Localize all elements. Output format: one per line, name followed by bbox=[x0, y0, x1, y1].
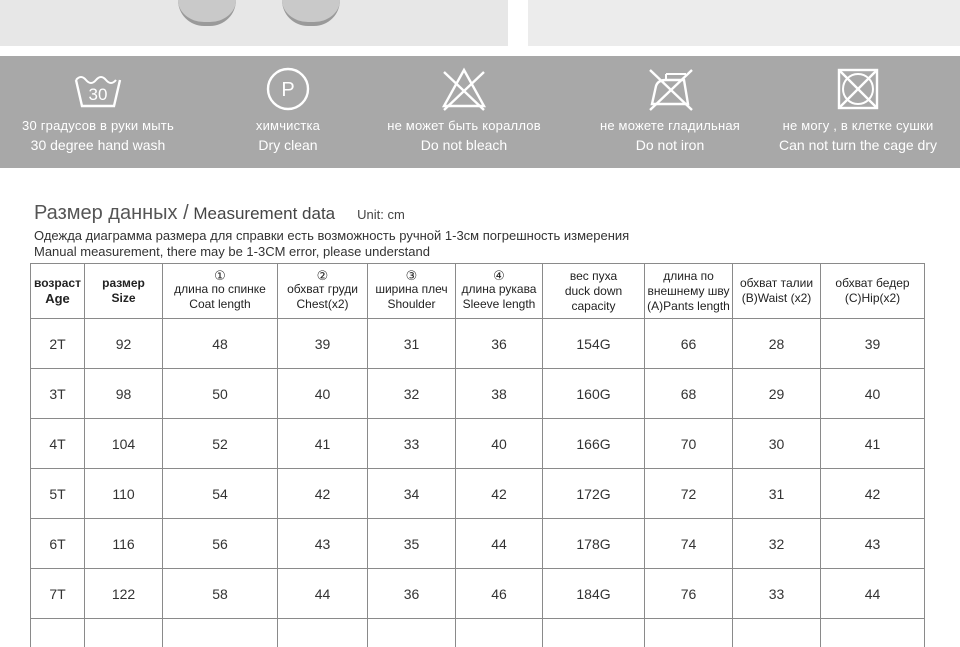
header-number: ① bbox=[163, 270, 277, 282]
header-label-ru: длина по спинке bbox=[163, 282, 277, 297]
cell-age: 3T bbox=[31, 369, 85, 419]
cell-sleeve-length: 44 bbox=[456, 519, 543, 569]
header-label-en: (B)Waist (x2) bbox=[733, 291, 820, 306]
cell-coat-length: 48 bbox=[163, 319, 278, 369]
shoe-image bbox=[282, 0, 340, 26]
cell-size: 104 bbox=[85, 419, 163, 469]
table-row bbox=[31, 419, 925, 469]
header-label-ru: длина рукава bbox=[456, 282, 542, 297]
header-age bbox=[31, 264, 85, 319]
header-size bbox=[85, 264, 163, 319]
header-label-ru: обхват груди bbox=[278, 282, 367, 297]
care-label-ru: 30 градусов в руки мыть bbox=[2, 118, 194, 133]
size-chart-table bbox=[30, 263, 925, 647]
header-label-en: Sleeve length bbox=[456, 297, 542, 312]
header-label-ru: ширина плеч bbox=[368, 282, 455, 297]
header-label-ru: размер bbox=[85, 276, 162, 291]
measurement-note-ru: Одежда диаграмма размера для справки есть возможность ручной 1-3см погрешность измерения bbox=[34, 228, 629, 243]
header-hip bbox=[821, 264, 925, 319]
cell-waist: 29 bbox=[733, 369, 821, 419]
table-row bbox=[31, 469, 925, 519]
header-down-capacity bbox=[543, 264, 645, 319]
table-row bbox=[31, 519, 925, 569]
cell-size: 116 bbox=[85, 519, 163, 569]
measurement-note-en: Manual measurement, there may be 1-3CM error, please understand bbox=[34, 244, 430, 259]
cell-size: 92 bbox=[85, 319, 163, 369]
product-photo-strip bbox=[0, 0, 960, 56]
measurement-unit: Unit: cm bbox=[357, 207, 405, 222]
header-label-en: Coat length bbox=[163, 297, 277, 312]
header-shoulder bbox=[368, 264, 456, 319]
cell-pants-length: 76 bbox=[645, 569, 733, 619]
cell-coat-length: 52 bbox=[163, 419, 278, 469]
measurement-title bbox=[34, 202, 405, 225]
no-tumble-dry-icon bbox=[830, 64, 886, 114]
cell-shoulder: 32 bbox=[368, 369, 456, 419]
header-sleeve-length bbox=[456, 264, 543, 319]
table-row bbox=[31, 319, 925, 369]
cell-sleeve-length: 36 bbox=[456, 319, 543, 369]
care-item-no-iron bbox=[574, 56, 766, 168]
cell-shoulder: 31 bbox=[368, 319, 456, 369]
cell-down-capacity: 178G bbox=[543, 519, 645, 569]
no-iron-icon bbox=[642, 64, 698, 114]
cell-down-capacity: 166G bbox=[543, 419, 645, 469]
measurement-title-ru: Размер данных / bbox=[34, 202, 189, 224]
cell-age: 4T bbox=[31, 419, 85, 469]
cell-age: 7T bbox=[31, 569, 85, 619]
header-label-en: (A)Pants length bbox=[645, 299, 732, 314]
cell-hip: 43 bbox=[821, 519, 925, 569]
cell-chest: 39 bbox=[278, 319, 368, 369]
cell-coat-length: 56 bbox=[163, 519, 278, 569]
care-item-hand-wash bbox=[2, 56, 194, 168]
table-row bbox=[31, 569, 925, 619]
care-item-no-bleach bbox=[368, 56, 560, 168]
cell-sleeve-length: 38 bbox=[456, 369, 543, 419]
table-header-row bbox=[31, 264, 925, 319]
cell-pants-length: 68 bbox=[645, 369, 733, 419]
header-label-ru: вес пуха bbox=[543, 269, 644, 284]
cell-size: 110 bbox=[85, 469, 163, 519]
header-number: ③ bbox=[368, 270, 455, 282]
care-item-no-tumble-dry bbox=[760, 56, 956, 168]
header-label-en: Age bbox=[31, 291, 84, 306]
cell-pants-length: 74 bbox=[645, 519, 733, 569]
header-label-ru: обхват талии bbox=[733, 276, 820, 291]
care-item-dry-clean bbox=[192, 56, 384, 168]
header-label-ru: внешнему шву bbox=[645, 284, 732, 299]
cell-down-capacity: 154G bbox=[543, 319, 645, 369]
care-label-en: Do not bleach bbox=[368, 137, 560, 153]
cell-chest: 44 bbox=[278, 569, 368, 619]
header-label-ru: длина по bbox=[645, 269, 732, 284]
care-label-ru: не могу , в клетке сушки bbox=[760, 118, 956, 133]
header-number: ② bbox=[278, 270, 367, 282]
cell-sleeve-length: 42 bbox=[456, 469, 543, 519]
care-label-en: Dry clean bbox=[192, 137, 384, 153]
care-label-ru: химчистка bbox=[192, 118, 384, 133]
cell-pants-length: 72 bbox=[645, 469, 733, 519]
header-label-en: Shoulder bbox=[368, 297, 455, 312]
header-label-ru: обхват бедер bbox=[821, 276, 924, 291]
header-label-en: Chest(x2) bbox=[278, 297, 367, 312]
cell-hip: 41 bbox=[821, 419, 925, 469]
dry-clean-letter: P bbox=[281, 79, 294, 101]
shoe-image bbox=[178, 0, 236, 26]
cell-waist: 32 bbox=[733, 519, 821, 569]
header-waist bbox=[733, 264, 821, 319]
header-label-en: capacity bbox=[543, 299, 644, 314]
header-pants-length bbox=[645, 264, 733, 319]
product-photo-right bbox=[528, 0, 960, 46]
cell-age: 5T bbox=[31, 469, 85, 519]
cell-chest: 40 bbox=[278, 369, 368, 419]
cell-waist: 30 bbox=[733, 419, 821, 469]
cell-size: 98 bbox=[85, 369, 163, 419]
cell-hip: 42 bbox=[821, 469, 925, 519]
header-number: ④ bbox=[456, 270, 542, 282]
hand-wash-30-icon bbox=[70, 64, 126, 114]
header-coat-length bbox=[163, 264, 278, 319]
header-chest bbox=[278, 264, 368, 319]
cell-pants-length: 70 bbox=[645, 419, 733, 469]
header-label-en: duck down bbox=[543, 284, 644, 299]
header-label-ru: возраст bbox=[31, 276, 84, 291]
cell-shoulder: 36 bbox=[368, 569, 456, 619]
cell-shoulder: 34 bbox=[368, 469, 456, 519]
wash-temperature-text: 30 bbox=[89, 85, 108, 104]
care-label-en: 30 degree hand wash bbox=[2, 137, 194, 153]
care-instructions-band bbox=[0, 56, 960, 168]
cell-hip: 39 bbox=[821, 319, 925, 369]
cell-chest: 42 bbox=[278, 469, 368, 519]
cell-waist: 33 bbox=[733, 569, 821, 619]
no-bleach-icon bbox=[436, 64, 492, 114]
measurement-title-en: Measurement data bbox=[189, 204, 335, 223]
care-label-en: Can not turn the cage dry bbox=[760, 137, 956, 153]
cell-hip: 40 bbox=[821, 369, 925, 419]
cell-coat-length: 50 bbox=[163, 369, 278, 419]
table-row bbox=[31, 369, 925, 419]
cell-sleeve-length: 40 bbox=[456, 419, 543, 469]
product-photo-left bbox=[0, 0, 508, 46]
cell-chest: 41 bbox=[278, 419, 368, 469]
header-label-en: (C)Hip(x2) bbox=[821, 291, 924, 306]
cell-pants-length: 66 bbox=[645, 319, 733, 369]
cell-size: 122 bbox=[85, 569, 163, 619]
cell-sleeve-length: 46 bbox=[456, 569, 543, 619]
cell-coat-length: 58 bbox=[163, 569, 278, 619]
cell-waist: 31 bbox=[733, 469, 821, 519]
cell-chest: 43 bbox=[278, 519, 368, 569]
care-label-ru: не может быть кораллов bbox=[368, 118, 560, 133]
cell-hip: 44 bbox=[821, 569, 925, 619]
header-label-en: Size bbox=[85, 291, 162, 306]
cell-shoulder: 33 bbox=[368, 419, 456, 469]
dry-clean-icon bbox=[260, 64, 316, 114]
cell-age: 2T bbox=[31, 319, 85, 369]
cell-down-capacity: 184G bbox=[543, 569, 645, 619]
cell-coat-length: 54 bbox=[163, 469, 278, 519]
care-label-en: Do not iron bbox=[574, 137, 766, 153]
cell-shoulder: 35 bbox=[368, 519, 456, 569]
cell-down-capacity: 172G bbox=[543, 469, 645, 519]
cell-waist: 28 bbox=[733, 319, 821, 369]
care-label-ru: не можете гладильная bbox=[574, 118, 766, 133]
cell-down-capacity: 160G bbox=[543, 369, 645, 419]
cell-age: 6T bbox=[31, 519, 85, 569]
